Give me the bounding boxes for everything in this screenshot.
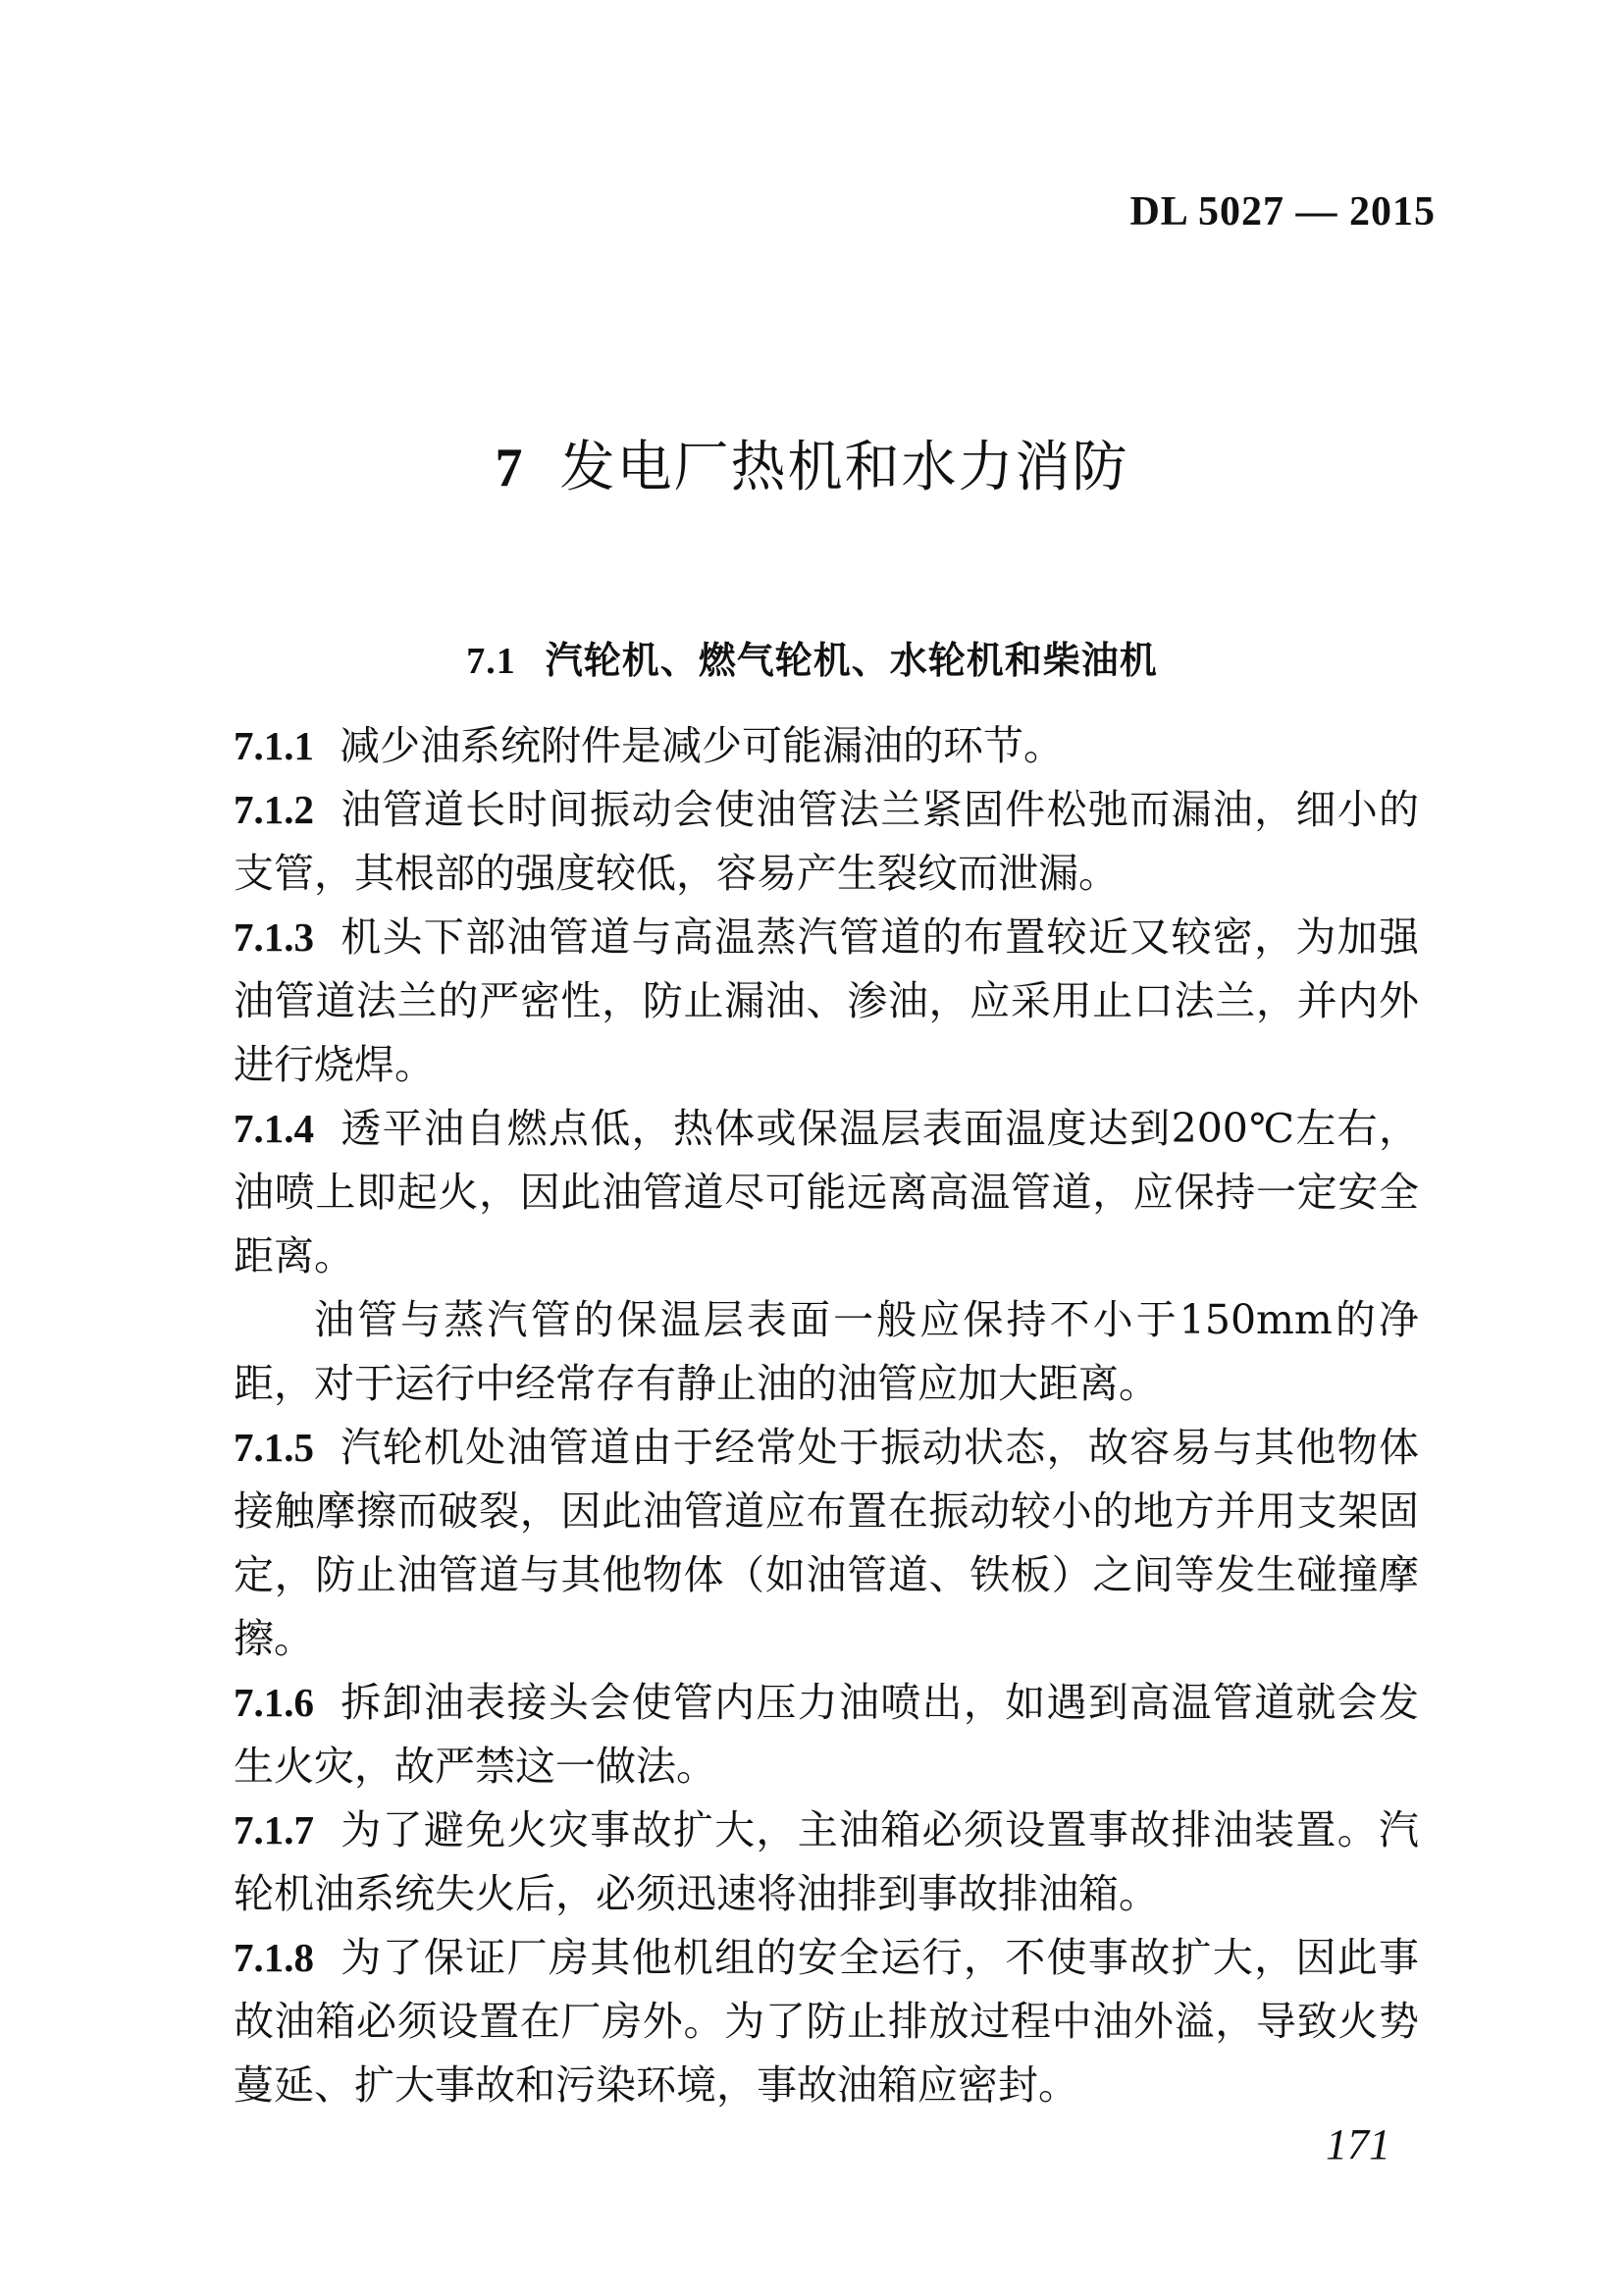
clause-number: 7.1.7 (234, 1807, 314, 1852)
clause-text: 拆卸油表接头会使管内压力油喷出，如遇到高温管道就会发生火灾，故严禁这一做法。 (234, 1679, 1419, 1790)
clause-7-1-4 (234, 1097, 1419, 1288)
section-title (0, 630, 1624, 684)
clause-text: 为了保证厂房其他机组的安全运行，不使事故扩大，因此事故油箱必须设置在厂房外。为了防止排放过程中油外溢，导致火势蔓延、扩大事故和污染环境，事故油箱应密封。 (234, 1934, 1419, 2109)
clause-number: 7.1.1 (234, 723, 314, 768)
chapter-title-text: 发电厂热机和水力消防 (559, 436, 1129, 499)
clause-7-1-4-paragraph (234, 1288, 1419, 1416)
clause-text: 油管道长时间振动会使油管法兰紧固件松弛而漏油，细小的支管，其根部的强度较低，容易产生裂纹而泄漏。 (234, 786, 1419, 897)
clause-7-1-8 (234, 1926, 1419, 2117)
clause-list (234, 714, 1419, 2117)
clause-7-1-2 (234, 778, 1419, 906)
section-title-text: 汽轮机、燃气轮机、水轮机和柴油机 (545, 638, 1158, 682)
clause-number: 7.1.3 (234, 914, 314, 960)
clause-number: 7.1.4 (234, 1106, 314, 1151)
clause-7-1-5 (234, 1416, 1419, 1671)
clause-text: 减少油系统附件是减少可能漏油的环节。 (340, 722, 1064, 769)
clause-number: 7.1.5 (234, 1425, 314, 1470)
clause-7-1-3 (234, 906, 1419, 1097)
clause-number: 7.1.2 (234, 787, 314, 832)
page-number: 171 (1326, 2120, 1390, 2168)
clause-text: 汽轮机处油管道由于经常处于振动状态，故容易与其他物体接触摩擦而破裂，因此油管道应布置在振动较小的地方并用支架固定，防止油管道与其他物体（如油管道、铁板）之间等发生碰撞摩擦。 (234, 1424, 1419, 1662)
section-number: 7.1 (466, 641, 516, 682)
clause-text: 油管与蒸汽管的保温层表面一般应保持不小于150mm的净距，对于运行中经常存有静止油的油管应加大距离。 (234, 1296, 1419, 1407)
clause-7-1-7 (234, 1799, 1419, 1926)
clause-text: 为了避免火灾事故扩大，主油箱必须设置事故排油装置。汽轮机油系统失火后，必须迅速将油排到事故排油箱。 (234, 1806, 1419, 1917)
chapter-number: 7 (495, 438, 525, 498)
clause-number: 7.1.8 (234, 1935, 314, 1980)
clause-7-1-1 (234, 714, 1419, 778)
clause-text: 透平油自燃点低，热体或保温层表面温度达到200℃左右，油喷上即起火，因此油管道尽可能远离高温管道，应保持一定安全距离。 (234, 1105, 1419, 1279)
clause-text: 机头下部油管道与高温蒸汽管道的布置较近又较密，为加强油管道法兰的严密性，防止漏油、渗油，应采用止口法兰，并内外进行烧焊。 (234, 913, 1419, 1088)
chapter-title (0, 424, 1624, 502)
standard-code: DL 5027 — 2015 (1129, 189, 1436, 235)
clause-7-1-6 (234, 1671, 1419, 1799)
clause-number: 7.1.6 (234, 1680, 314, 1725)
